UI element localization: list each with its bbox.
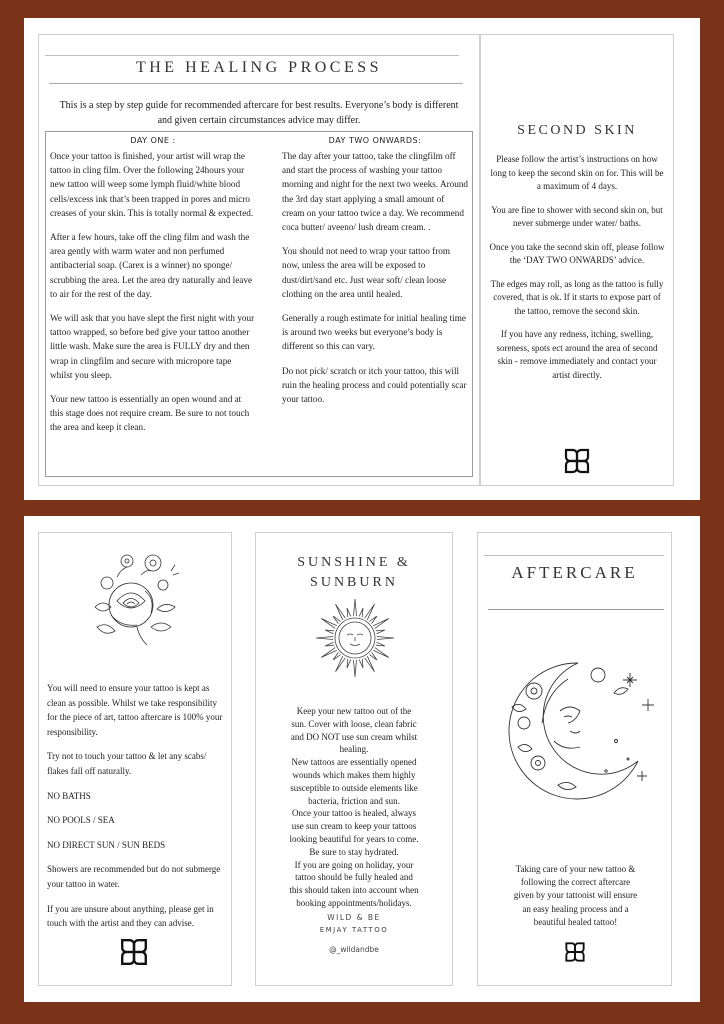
paragraph: The edges may roll, as long as the tattoo is fully covered, that is ok. If it starts to expose part of the tattoo, remove the second skin. [490, 278, 664, 316]
sun-ray [333, 652, 341, 660]
text-line: given by your tattooist will ensure [513, 890, 638, 901]
aftercare-title: AFTERCARE [511, 563, 638, 582]
paragraph: Your new tattoo is essentially an open wound and at this stage does not require cream. Be sure to not touch the area and keep it clean. [50, 394, 250, 433]
sun-ray [333, 616, 341, 624]
paragraph: Please follow the artist’s instructions on how long to keep the second skin on for. This will be a maximum of 4 days. [490, 154, 664, 191]
sun-ray [369, 616, 377, 624]
studio-name: EMJAY TATTOO [319, 926, 389, 934]
text-line: Taking care of your new tattoo & [515, 864, 636, 874]
sun-ray [373, 648, 389, 658]
sun-ray [347, 659, 351, 668]
brand-logo-icon [564, 941, 586, 963]
sun-ray [365, 656, 375, 672]
title-bottom-rule [49, 83, 463, 84]
paragraph: If you are unsure about anything, please get in touch with the artist and they can advise. [47, 903, 214, 929]
sun-ray [354, 599, 357, 616]
text-line: this should taken into account when [289, 885, 419, 896]
sunshine-title-line2: SUNBURN [310, 575, 398, 590]
sun-ray [321, 648, 337, 658]
text-line: looking beautiful for years to come. [289, 833, 419, 844]
sun-ray [377, 637, 394, 640]
title-top-rule [45, 55, 459, 56]
text-line: following the correct aftercare [520, 877, 631, 888]
aftercare-body [482, 863, 669, 929]
paragraph: NO POOLS / SEA [47, 815, 115, 826]
sun-ray [336, 604, 346, 620]
aftercare-bottom-rule [488, 609, 664, 610]
sunshine-body [260, 705, 448, 910]
text-line: sun. Cover with loose, clean fabric [291, 718, 417, 729]
paragraph: Showers are recommended but do not submerge your tattoo in water. [47, 864, 221, 889]
sun-ray [376, 630, 385, 634]
healing-process-title: THE HEALING PROCESS [135, 59, 383, 76]
bottom-sheet [24, 516, 700, 1002]
brand-name: WILD & BE [327, 913, 381, 922]
text-line: tattoo should be fully healed and [295, 872, 413, 883]
day-one-body [50, 149, 256, 435]
paragraph: The day after your tattoo, take the clingfilm off and start the process of washing your tattoo morning and night for the next two weeks. Around the 3rd day start applying a small amount of cream on your tattoo twice a day. We recommend coca butter/ aveeno/ lush dream cream. . [282, 151, 469, 233]
text-line: wounds which makes them highly [292, 769, 416, 780]
top-sheet [24, 18, 700, 500]
paragraph: Once your tattoo is finished, your artist will wrap the tattoo in cling film. Over the following 24hours your new tattoo will weep some lymph fluid/white blood cells/excess ink that’s been trapped in pores and micro creases of your skin. This is totally normal & expected. [50, 151, 254, 218]
text-line: If you are going on holiday, your [294, 859, 414, 870]
paragraph: If you have any redness, itching, swelling, soreness, spots ect around the area of second skin - remove immediately and contact your artist directly. [496, 329, 658, 380]
healing-process-panel [38, 34, 480, 486]
sunshine-panel [255, 532, 453, 986]
paragraph: We will ask that you have slept the first night with your tattoo wrapped, so before bed give your tattoo another little wash. Make sure the area is FULLY dry and then wrap in clingfilm and secure with micropore tape whilst you sleep. [50, 313, 255, 380]
text-line: bacteria, friction and sun. [308, 795, 400, 806]
instagram-handle: @_wildandbe [329, 945, 379, 954]
second-skin-body [489, 153, 665, 392]
brand-logo-icon [119, 937, 149, 967]
paragraph: You will need to ensure your tattoo is kept as clean as possible. Whilst we take responsibility for the piece of art, tattoo aftercare is 100% your responsibility. [47, 683, 223, 737]
paragraph: Once you take the second skin off, please follow the ‘DAY TWO ONWARDS’ advice. [489, 241, 665, 265]
text-line: healing. [339, 744, 369, 755]
text-line: New tattoos are essentially opened [291, 757, 417, 768]
sun-ray [376, 642, 385, 646]
text-line: an easy healing process and a [522, 903, 629, 914]
aftercare-panel [477, 532, 672, 986]
sun-ray [336, 656, 346, 672]
rose-illustration-icon [87, 545, 183, 653]
day-two-heading: DAY TWO ONWARDS: [328, 136, 422, 145]
sun-ray [359, 608, 363, 617]
day-two-body [282, 149, 468, 406]
text-line: Keep your new tattoo out of the [296, 706, 412, 716]
sunshine-title-line1: SUNSHINE & [297, 555, 411, 570]
sun-ray [347, 608, 351, 617]
sun-ray [316, 637, 333, 640]
text-line: booking appointments/holidays. [296, 897, 412, 908]
sun-ray [321, 619, 337, 629]
brand-logo-icon [563, 447, 591, 475]
paragraph: You should not need to wrap your tattoo from now, unless the area will be exposed to dust/dirt/sand etc. Just wear soft/ clean loose clothing on the area until healed. [282, 246, 450, 299]
paragraph: You are fine to shower with second skin on, but never submerge under water/ baths. [491, 204, 663, 228]
aftercare-top-rule [484, 555, 664, 556]
day-two-column [282, 136, 468, 416]
sun-ray [325, 642, 334, 646]
second-skin-panel [480, 34, 674, 486]
clean-care-body [47, 681, 225, 941]
paragraph: Do not pick/ scratch or itch your tattoo, this will ruin the healing process and could potentially scar your tattoo. [282, 365, 467, 405]
clean-care-panel [38, 532, 232, 986]
paragraph: Generally a rough estimate for initial healing time is around two weeks but everyone’s body is different so this can vary. [282, 313, 466, 352]
paragraph: NO BATHS [47, 790, 91, 801]
paragraph: After a few hours, take off the cling film and wash the area gently with warm water and non perfumed antibacterial soap. (Carex is a winner) no sponge/ scrubbing the area. Let the area dry naturally and leave to air for the rest of the day. [50, 232, 253, 299]
sun-ray [369, 652, 377, 660]
sun-ray [359, 659, 363, 668]
text-line: and DO NOT use sun cream whilst [290, 731, 418, 742]
sun-ray [325, 630, 334, 634]
text-line: Once your tattoo is healed, always [292, 808, 416, 819]
text-line: beautiful healed tattoo! [533, 916, 618, 927]
sun-ray [354, 660, 357, 677]
second-skin-title: SECOND SKIN [517, 123, 637, 138]
sun-ray [373, 619, 389, 629]
paragraph: NO DIRECT SUN / SUN BEDS [47, 839, 166, 850]
moon-illustration-icon [498, 651, 658, 815]
text-line: Be sure to stay hydrated. [309, 846, 399, 857]
day-one-heading: DAY ONE : [130, 136, 176, 145]
sun-ray [365, 604, 375, 620]
text-line: susceptible to outside elements like [290, 782, 418, 793]
healing-columns-box [45, 131, 473, 477]
day-one-column [50, 136, 256, 445]
paragraph: Try not to touch your tattoo & let any scabs/ flakes fall off naturally. [47, 751, 207, 776]
sun-illustration-icon [314, 597, 396, 683]
healing-intro: This is a step by step guide for recommended aftercare for best results. Everyone’s body is different and given certain circumstances advice may differ. [59, 100, 459, 126]
text-line: use sun cream to keep your tattoos [291, 821, 417, 832]
